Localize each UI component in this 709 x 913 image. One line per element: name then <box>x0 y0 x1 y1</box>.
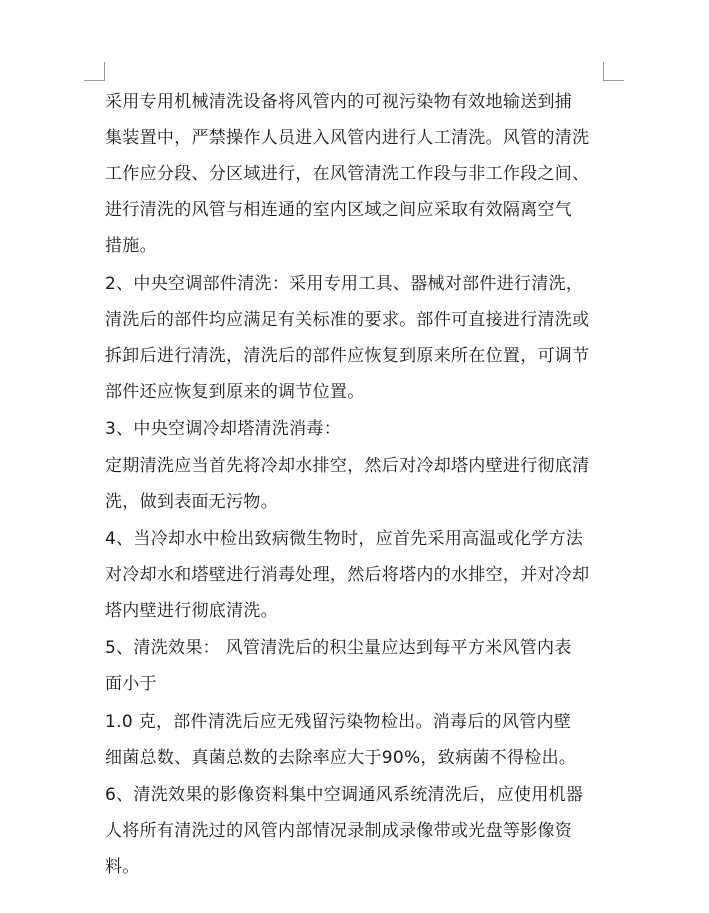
text-line: 细菌总数、真菌总数的去除率应大于90%，致病菌不得检出。 <box>105 748 577 768</box>
text-line: 塔内壁进行彻底清洗。 <box>105 601 278 621</box>
text-line: 定期清洗应当首先将冷却水排空，然后对冷却塔内壁进行彻底清 <box>105 456 590 476</box>
text-line: 部件还应恢复到原来的调节位置。 <box>105 382 365 402</box>
text-line: 料。 <box>105 857 140 877</box>
text-line: 2、中央空调部件清洗：采用专用工具、器械对部件进行清洗， <box>105 274 584 294</box>
text-line: 进行清洗的风管与相连通的室内区域之间应采取有效隔离空气 <box>105 200 573 220</box>
top-right-crop-mark <box>603 62 624 81</box>
text-line: 5、清洗效果： 风管清洗后的积尘量应达到每平方米风管内表 <box>105 638 572 658</box>
text-line: 3、中央空调冷却塔清洗消毒： <box>105 419 342 439</box>
text-line: 清洗后的部件均应满足有关标准的要求。部件可直接进行清洗或 <box>105 310 590 330</box>
text-line: 拆卸后进行清洗，清洗后的部件应恢复到原来所在位置，可调节 <box>105 346 590 366</box>
top-left-crop-mark <box>84 62 105 81</box>
text-line: 人将所有清洗过的风管内部情况录制成录像带或光盘等影像资 <box>105 821 573 841</box>
text-line: 措施。 <box>105 236 157 256</box>
text-line: 4、当冷却水中检出致病微生物时，应首先采用高温或化学方法 <box>105 529 584 549</box>
text-line: 面小于 <box>105 674 157 694</box>
text-line: 工作应分段、分区域进行，在风管清洗工作段与非工作段之间、 <box>105 164 590 184</box>
text-line: 1.0 克，部件清洗后应无残留污染物检出。消毒后的风管内壁 <box>105 712 572 732</box>
text-line: 洗，做到表面无污物。 <box>105 492 278 512</box>
text-line: 6、清洗效果的影像资料集中空调通风系统清洗后，应使用机器 <box>105 785 584 805</box>
text-line: 对冷却水和塔壁进行消毒处理，然后将塔内的水排空，并对冷却 <box>105 565 590 585</box>
text-line: 集装置中，严禁操作人员进入风管内进行人工清洗。风管的清洗 <box>105 128 590 148</box>
text-line: 采用专用机械清洗设备将风管内的可视污染物有效地输送到捕 <box>105 92 573 112</box>
